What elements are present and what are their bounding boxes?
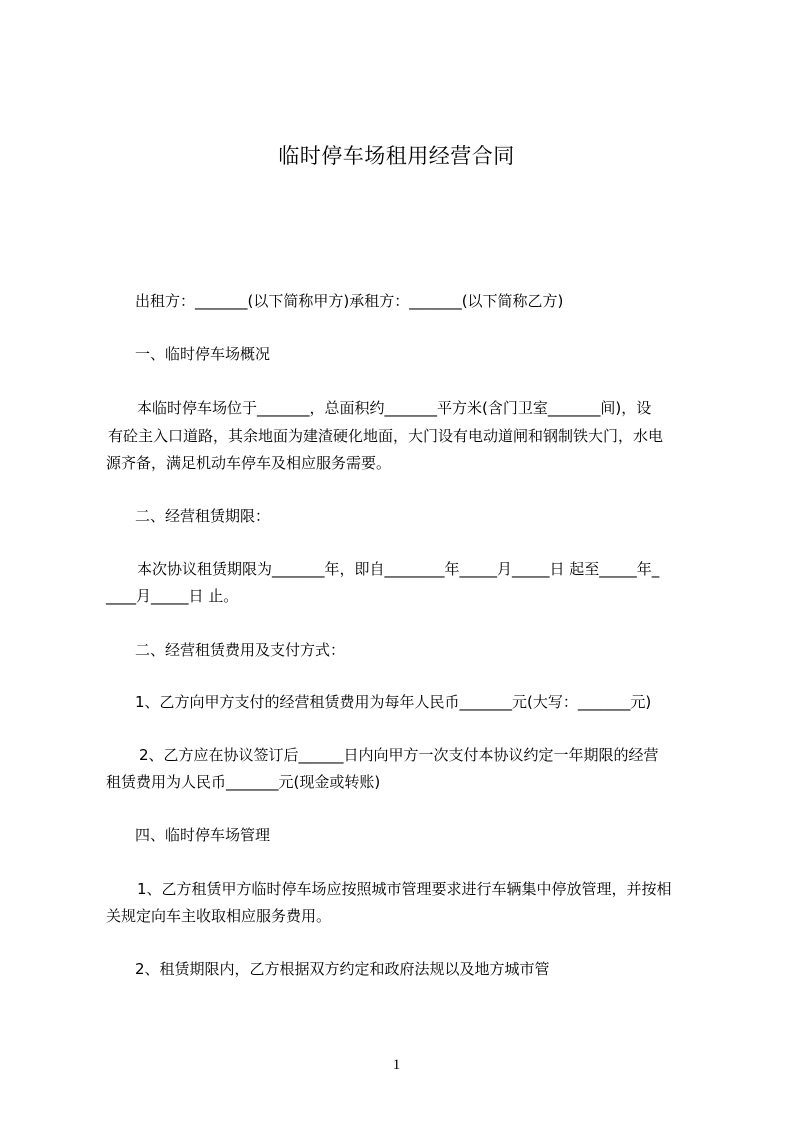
section2-heading: 二、经营租赁期限： — [135, 507, 271, 525]
section4-item-1-line-2: 关规定向车主收取相应服务费用。 — [106, 907, 332, 925]
section1-line-1: 本临时停车场位于_______，总面积约_______平方米(含门卫室_______间)，设 — [137, 399, 652, 417]
section3-heading: 二、经营租赁费用及支付方式： — [135, 641, 346, 659]
page-number: 1 — [392, 1057, 401, 1073]
section1-line-2: 有砼主入口道路，其余地面为建渣硬化地面，大门设有电动道闸和钢制铁大门，水电 — [108, 427, 664, 445]
section4-item-1-line-1: 1、乙方租赁甲方临时停车场应按照城市管理要求进行车辆集中停放管理，并按相 — [137, 880, 672, 898]
section1-heading: 一、临时停车场概况 — [135, 345, 271, 363]
parties-line: 出租方：_______(以下简称甲方)承租方：_______(以下简称乙方) — [135, 292, 564, 310]
section2-line-2: ____月_____日 止。 — [106, 587, 239, 605]
section2-line-1: 本次协议租赁期限为_______年，即自________年_____月_____日 起至_____年_ — [137, 560, 660, 578]
section3-item-2-line-2: 租赁费用为人民币_______元(现金或转账) — [106, 773, 381, 791]
section4-heading: 四、临时停车场管理 — [135, 826, 271, 844]
section4-item-2: 2、租赁期限内，乙方根据双方约定和政府法规以及地方城市管 — [135, 960, 550, 978]
document-title: 临时停车场租用经营合同 — [278, 144, 515, 168]
section3-item-1: 1、乙方向甲方支付的经营租赁费用为每年人民币_______元(大写：_______元) — [135, 693, 652, 711]
section1-line-3: 源齐备，满足机动车停车及相应服务需要。 — [106, 454, 392, 472]
section3-item-2-line-1: 2、乙方应在协议签订后______日内向甲方一次支付本协议约定一年期限的经营 — [139, 746, 659, 764]
